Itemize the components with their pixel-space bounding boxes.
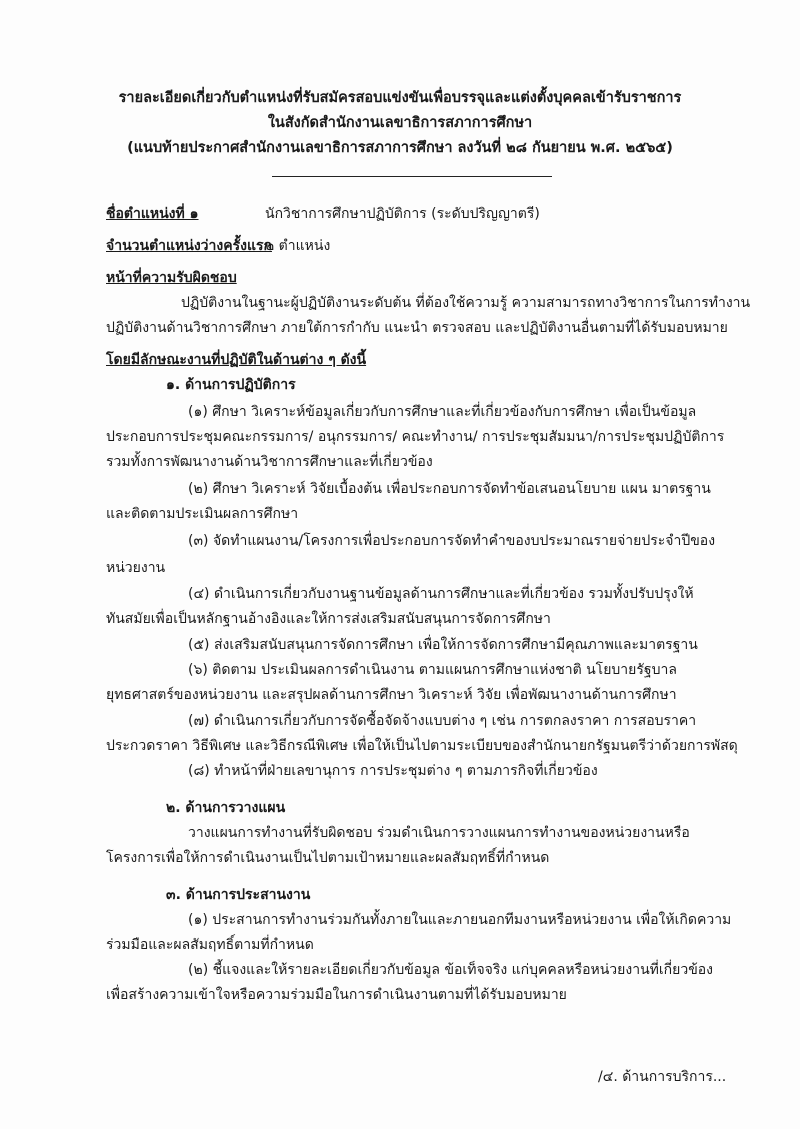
task-line: ประกอบการประชุมคณะกรรมการ/ อนุกรรมการ/ คณะทำงาน/ การประชุมสัมมนา/การประชุมปฏิบัติการ (106, 429, 725, 445)
duties-heading: หน้าที่ความรับผิดชอบ (106, 270, 237, 286)
title-divider (272, 176, 552, 177)
title-line-3: (แนบท้ายประกาศสำนักงานเลขาธิการสภาการศึกษา ลงวันที่ ๒๘ กันยายน พ.ศ. ๒๕๖๕) (127, 140, 673, 156)
vacancy-count-label: จำนวนตำแหน่งว่างครั้งแรก (106, 238, 272, 254)
task-line: (๔) ดำเนินการเกี่ยวกับงานฐานข้อมูลด้านการศึกษาและที่เกี่ยวข้อง รวมทั้งปรับปรุงให้ (188, 586, 694, 602)
task-line: (๗) ดำเนินการเกี่ยวกับการจัดซื้อจัดจ้างแบบต่าง ๆ เช่น การตกลงราคา การสอบราคา (188, 713, 697, 729)
task-line: ร่วมมือและผลสัมฤทธิ์ตามที่กำหนด (106, 937, 314, 953)
task-line: (๒) ชี้แจงและให้รายละเอียดเกี่ยวกับข้อมูล ข้อเท็จจริง แก่บุคคลหรือหน่วยงานที่เกี่ยวข้อง (188, 962, 714, 978)
task-line: และติดตามประเมินผลการศึกษา (106, 506, 299, 522)
section-3-title: ๓. ด้านการประสานงาน (166, 887, 311, 903)
task-line: (๘) ทำหน้าที่ฝ่ายเลขานุการ การประชุมต่าง ๆ ตามภารกิจที่เกี่ยวข้อง (188, 763, 598, 779)
duties-paragraph-line: ปฏิบัติงานด้านวิชาการศึกษา ภายใต้การกำกับ แนะนำ ตรวจสอบ และปฏิบัติงานอื่นตามที่ได้รับมอบหมาย (106, 320, 728, 336)
title-line-2: ในสังกัดสำนักงานเลขาธิการสภาการศึกษา (267, 115, 533, 131)
task-line: (๒) ศึกษา วิเคราะห์ วิจัยเบื้องต้น เพื่อประกอบการจัดทำข้อเสนอนโยบาย แผน มาตรฐาน (188, 481, 711, 497)
task-line: วางแผนการทำงานที่รับผิดชอบ ร่วมดำเนินการวางแผนการทำงานของหน่วยงานหรือ (188, 825, 690, 841)
task-line: หน่วยงาน (106, 560, 166, 576)
task-line: รวมทั้งการพัฒนางานด้านวิชาการศึกษาและที่เกี่ยวข้อง (106, 454, 433, 470)
task-line: ทันสมัยเพื่อเป็นหลักฐานอ้างอิงและให้การส่งเสริมสนับสนุนการจัดการศึกษา (106, 611, 551, 627)
section-1-title: ๑. ด้านการปฏิบัติการ (166, 377, 296, 393)
task-line: เพื่อสร้างความเข้าใจหรือความร่วมมือในการดำเนินงานตามที่ได้รับมอบหมาย (106, 987, 567, 1003)
title-line-1: รายละเอียดเกี่ยวกับตำแหน่งที่รับสมัครสอบแข่งขันเพื่อบรรจุและแต่งตั้งบุคคลเข้ารับราชการ (118, 90, 682, 106)
section-2-title: ๒. ด้านการวางแผน (166, 800, 286, 816)
task-line: ประกวดราคา วิธีพิเศษ และวิธีกรณีพิเศษ เพื่อให้เป็นไปตามระเบียบของสำนักนายกรัฐมนตรีว่าด้วยการพัสดุ (106, 738, 738, 754)
continued-footer: /๔. ด้านการบริการ... (598, 1069, 727, 1085)
task-line: (๖) ติดตาม ประเมินผลการดำเนินงาน ตามแผนการศึกษาแห่งชาติ นโยบายรัฐบาล (188, 662, 677, 678)
task-line: โครงการเพื่อให้การดำเนินงานเป็นไปตามเป้าหมายและผลสัมฤทธิ์ที่กำหนด (106, 850, 550, 866)
task-line: (๑) ประสานการทำงานร่วมกันทั้งภายในและภายนอกทีมงานหรือหน่วยงาน เพื่อให้เกิดความ (188, 912, 732, 928)
task-line: ยุทธศาสตร์ของหน่วยงาน และสรุปผลด้านการศึกษา วิเคราะห์ วิจัย เพื่อพัฒนางานด้านการศึกษา (106, 687, 677, 703)
duties-paragraph-line: ปฏิบัติงานในฐานะผู้ปฏิบัติงานระดับต้น ที่ต้องใช้ความรู้ ความสามารถทางวิชาการในการทำงาน (181, 295, 751, 311)
task-line: (๑) ศึกษา วิเคราะห์ข้อมูลเกี่ยวกับการศึกษาและที่เกี่ยวข้องกับการศึกษา เพื่อเป็นข้อมูล (188, 404, 697, 420)
task-line: (๓) จัดทำแผนงาน/โครงการเพื่อประกอบการจัดทำคำของบประมาณรายจ่ายประจำปีของ (188, 533, 716, 549)
tasks-heading: โดยมีลักษณะงานที่ปฏิบัติในด้านต่าง ๆ ดังนี้ (106, 352, 367, 368)
position-name-value: นักวิชาการศึกษาปฏิบัติการ (ระดับปริญญาตรี) (265, 206, 540, 222)
task-line: (๕) ส่งเสริมสนับสนุนการจัดการศึกษา เพื่อให้การจัดการศึกษามีคุณภาพและมาตรฐาน (188, 637, 698, 653)
vacancy-count-value: ๒ ตำแหน่ง (265, 238, 331, 254)
position-name-label: ชื่อตำแหน่งที่ ๑ (106, 206, 199, 222)
